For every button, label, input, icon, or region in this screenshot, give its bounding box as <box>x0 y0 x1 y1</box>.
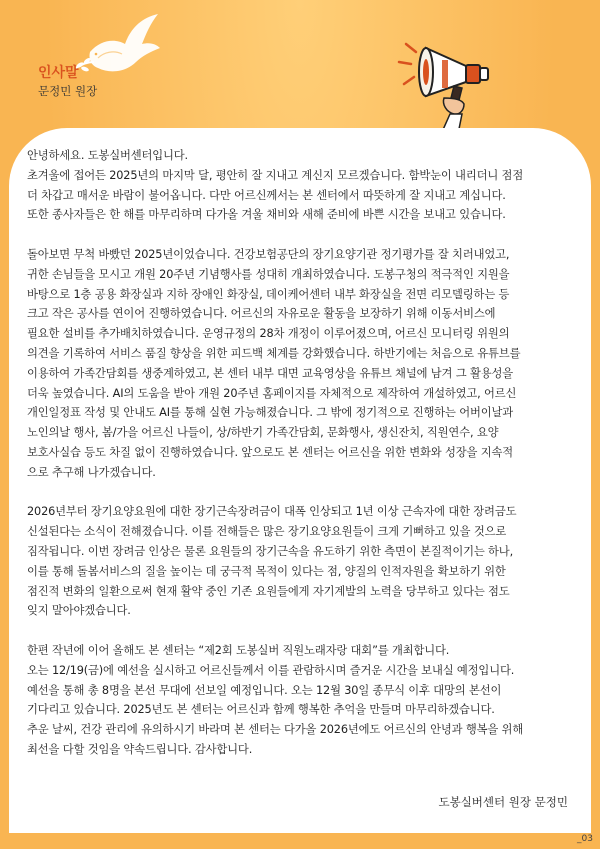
text-line: 이용하여 가족간담회를 생중계하였고, 본 센터 내부 대면 교육영상을 유튜브 채널에 남겨 그 활용성을 <box>27 366 514 380</box>
text-line: 오는 12/19(금)에 예선을 실시하고 어르신들께서 이를 관람하시며 즐거운 시간을 보내실 예정입니다. <box>27 663 515 677</box>
text-line: 노인의날 행사, 봄/가을 어르신 나들이, 상/하반기 가족간담회, 문화행사, 생신잔치, 직원연수, 요양 <box>27 426 499 440</box>
letter-body <box>27 146 575 760</box>
paragraph-2 <box>27 245 575 483</box>
text-line: 점진적 변화의 일환으로써 현재 활약 중인 기존 요원들에게 자기계발의 노력을 당부하고 있다는 점도 <box>27 584 510 598</box>
text-line: 또한 종사자들은 한 해를 마무리하며 다가올 겨울 채비와 새해 준비에 바쁜 시간을 보내고 있습니다. <box>27 208 506 222</box>
paragraph-4 <box>27 641 575 760</box>
paragraph-3 <box>27 502 575 621</box>
text-line: 으로 추구해 나가겠습니다. <box>27 465 156 479</box>
text-line: 필요한 설비를 추가배치하였습니다. 운영규정의 28차 개정이 이루어졌으며, 어르신 모니터링 위원의 <box>27 327 510 341</box>
author-name: 문정민 원장 <box>38 84 98 98</box>
text-line: 더 차갑고 매서운 바람이 불어옵니다. 다만 어르신께서는 본 센터에서 따뜻하게 잘 지내고 계십니다. <box>27 188 506 202</box>
text-line: 짐작됩니다. 이번 장려금 인상은 물론 요원들의 장기근속을 유도하기 위한 측면이 본질적이기는 하나, <box>27 544 514 558</box>
dove-icon <box>70 10 165 85</box>
text-line: 기다리고 있습니다. 2025년도 본 센터는 어르신과 함께 행복한 추억을 만들며 마무리하겠습니다. <box>27 703 495 717</box>
page-title: 인사말 <box>38 65 79 81</box>
text-line: 이를 통해 돌봄서비스의 질을 높이는 데 궁극적 목적이 있다는 점, 양질의 인적자원을 확보하기 위한 <box>27 564 506 578</box>
text-line: 추운 날씨, 건강 관리에 유의하시기 바라며 본 센터는 다가올 2026년에도 어르신의 안녕과 행복을 위해 <box>27 723 524 737</box>
text-line: 보호사실습 등도 차질 없이 진행하였습니다. 앞으로도 본 센터는 어르신을 위한 변화와 성장을 지속적 <box>27 445 514 459</box>
page-number: _03 <box>577 834 593 844</box>
text-line: 잊지 말아야겠습니다. <box>27 604 131 618</box>
text-line: 더욱 높였습니다. AI의 도움을 받아 개원 20주년 홈페이지를 자체적으로 제작하여 개설하였고, 어르신 <box>27 386 517 400</box>
text-line: 개인일정표 작성 및 안내도 AI를 통해 실현 가능해졌습니다. 그 밖에 정기적으로 진행하는 어버이날과 <box>27 406 514 420</box>
text-line: 한편 작년에 이어 올해도 본 센터는 “제2회 도봉실버 직원노래자랑 대회”를 개최합니다. <box>27 643 450 657</box>
megaphone-icon <box>396 30 496 135</box>
text-line: 귀한 손님들을 모시고 개원 20주년 기념행사를 성대히 개최하였습니다. 도봉구청의 적극적인 지원을 <box>27 267 510 281</box>
text-line: 신설된다는 소식이 전해졌습니다. 이를 전해들은 많은 장기요양요원들이 크게 기뻐하고 있을 것으로 <box>27 525 507 539</box>
text-line: 돌아보면 무척 바빴던 2025년이었습니다. 건강보험공단의 장기요양기관 정기평가를 잘 치러내었고, <box>27 247 510 261</box>
text-line: 의견을 기록하여 서비스 품질 향상을 위한 피드백 체계를 강화했습니다. 하반기에는 처음으로 유튜브를 <box>27 346 521 360</box>
signature: 도봉실버센터 원장 문정민 <box>438 795 568 809</box>
text-line: 최선을 다할 것임을 약속드립니다. 감사합니다. <box>27 742 253 756</box>
text-line: 안녕하세요. 도봉실버센터입니다. <box>27 149 189 162</box>
text-line: 바탕으로 1층 공용 화장실과 지하 장애인 화장실, 데이케어센터 내부 화장실을 전면 리모델링하는 등 <box>27 287 510 301</box>
text-line: 2026년부터 장기요양요원에 대한 장기근속장려금이 대폭 인상되고 1년 이상 근속자에 대한 장려금도 <box>27 505 517 519</box>
text-line: 초겨울에 접어든 2025년의 마지막 달, 평안히 잘 지내고 계신지 모르겠습니다. 함박눈이 내리더니 점점 <box>27 168 524 182</box>
paragraph-1 <box>27 146 575 225</box>
text-line: 예선을 통해 총 8명을 본선 무대에 선보일 예정입니다. 오는 12월 30일 종무식 이후 대망의 본선이 <box>27 683 502 697</box>
text-line: 크고 작은 공사를 연이어 진행하였습니다. 어르신의 자유로운 활동을 보장하기 위해 이동서비스에 <box>27 307 496 321</box>
